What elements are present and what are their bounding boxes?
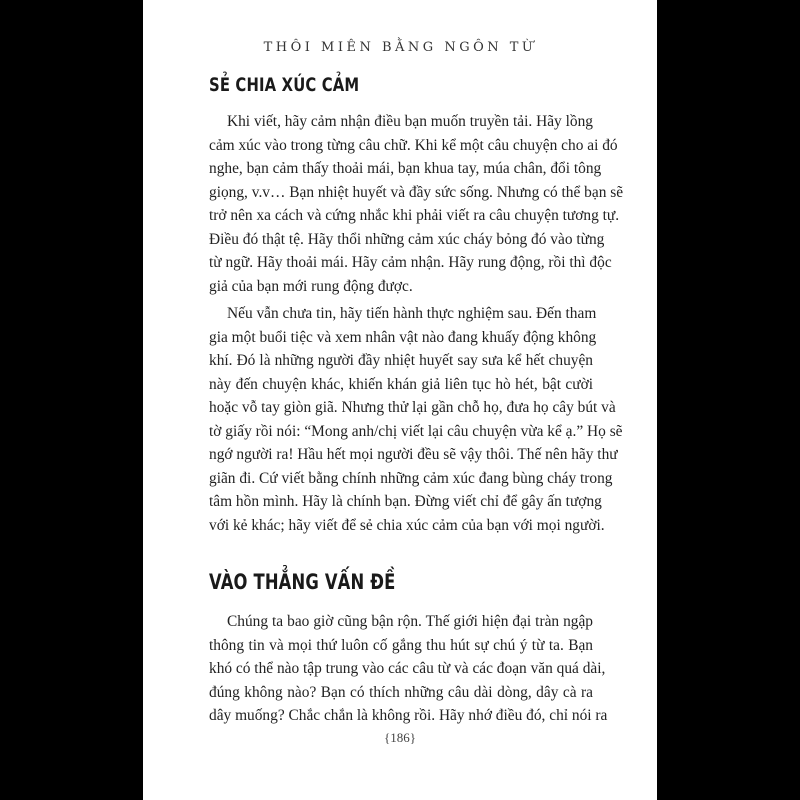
text-line: Chúng ta bao giờ cũng bận rộn. Thế giới hiện đại tràn ngập xyxy=(227,613,593,630)
text-line: giả của bạn mới rung động được. xyxy=(209,277,413,295)
text-line: giãn đi. Cứ viết bằng chính những cảm xúc đang bùng cháy trong xyxy=(209,469,613,487)
text-line: Nếu vẫn chưa tin, hãy tiến hành thực nghiệm sau. Đến tham xyxy=(227,305,597,322)
page-number: {186} xyxy=(384,730,416,745)
text-line: gia một buổi tiệc và xem nhân vật nào đang khuấy động không xyxy=(209,328,597,346)
text-line: giọng, v.v… Bạn nhiệt huyết và đầy sức sống. Nhưng có thể bạn sẽ xyxy=(209,183,624,201)
text-line: đúng không nào? Bạn có thích những câu dài dòng, dây cà ra xyxy=(209,683,593,701)
text-line: khí. Đó là những người đầy nhiệt huyết say sưa kể hết chuyện xyxy=(209,352,593,369)
text-line: thông tin và mọi thứ luôn cố gắng thu hút sự chú ý từ ta. Bạn xyxy=(209,636,593,654)
text-line: từ ngữ. Hãy thoải mái. Hãy cảm nhận. Hãy rung động, rồi thì độc xyxy=(209,254,612,271)
text-line: tờ giấy rồi nói: “Mong anh/chị viết lại câu chuyện vừa kể ạ.” Họ sẽ xyxy=(209,422,623,440)
text-line: ngớ người ra! Hầu hết mọi người đều sẽ vậy thôi. Thế nên hãy thư xyxy=(209,446,618,463)
text-line: tâm hồn mình. Hãy là chính bạn. Đừng viết chỉ để gây ấn tượng xyxy=(209,493,602,510)
book-page xyxy=(143,0,657,800)
section-heading-get-to-the-point: VÀO THẲNG VẤN ĐỀ xyxy=(209,570,396,594)
running-header: THÔI MIÊN BẰNG NGÔN TỪ xyxy=(263,40,537,55)
paragraph xyxy=(209,302,623,537)
text-line: trở nên xa cách và cứng nhắc khi phải viết ra câu chuyện tương tự. xyxy=(209,207,620,224)
paragraph xyxy=(209,110,624,298)
text-line: khó có thể nào tập trung vào các câu từ và các đoạn văn quá dài, xyxy=(209,660,606,677)
text-line: với kẻ khác; hãy viết để sẻ chia xúc cảm của bạn với mọi người. xyxy=(209,516,605,534)
text-line: Điều đó thật tệ. Hãy thổi những cảm xúc cháy bỏng đó vào từng xyxy=(209,230,605,248)
text-line: Khi viết, hãy cảm nhận điều bạn muốn truyền tải. Hãy lồng xyxy=(227,113,593,130)
text-line: nghe, bạn cảm thấy thoải mái, bạn khua tay, múa chân, đổi tông xyxy=(209,160,602,177)
text-line: dây muống? Chắc chắn là không rồi. Hãy nhớ điều đó, chỉ nói ra xyxy=(209,707,608,724)
section-heading-share-emotions: SẺ CHIA XÚC CẢM xyxy=(209,74,360,96)
paragraph xyxy=(209,610,608,728)
text-line: này đến chuyện khác, khiến khán giả liên tục hò hét, bật cười xyxy=(209,375,593,393)
text-line: hoặc vỗ tay giòn giã. Nhưng thử lại gần chỗ họ, đưa họ cây bút và xyxy=(209,399,616,416)
text-line: cảm xúc vào trong từng câu chữ. Khi kể một câu chuyện cho ai đó xyxy=(209,136,618,154)
